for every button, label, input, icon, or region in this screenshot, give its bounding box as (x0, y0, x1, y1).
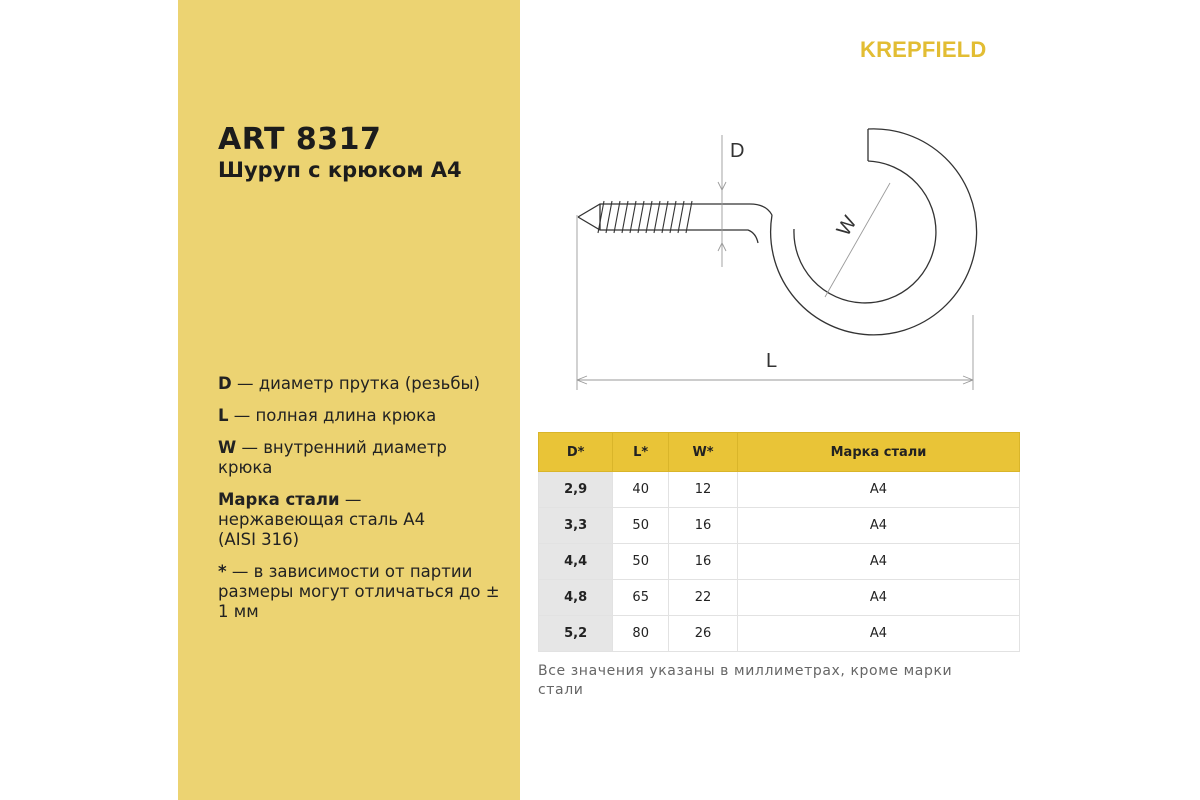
legend-item-w: W — внутренний диаметр крюка (218, 438, 447, 477)
thread-lines (598, 201, 692, 233)
table-header-row (539, 433, 1020, 472)
dimension-legend (218, 374, 518, 634)
legend-item-d: D — диаметр прутка (резьбы) (218, 374, 481, 393)
table-row: 3,3 50 16 A4 (539, 508, 1020, 544)
header-d: D* (539, 433, 613, 472)
units-note: Все значения указаны в миллиметрах, кроме марки стали (538, 663, 953, 698)
table-row: 2,9 40 12 A4 (539, 472, 1020, 508)
table-row: 5,2 80 26 A4 (539, 616, 1020, 652)
header-l: L* (613, 433, 669, 472)
thread-outline (578, 204, 695, 230)
shank-top (695, 204, 772, 215)
product-name: Шуруп с крюком А4 (218, 158, 462, 182)
hook-outer (771, 129, 977, 335)
shank-bottom (695, 230, 758, 243)
header-steel-grade: Марка стали (738, 433, 1020, 472)
hook-inner (794, 161, 936, 303)
legend-item-tolerance: * — в зависимости от партии размеры могут отличаться до ± 1 мм (218, 562, 500, 621)
legend-item-steel-grade: Марка стали — нержавеющая сталь А4 (AISI 316) (218, 490, 426, 549)
dimension-label-w: W (832, 212, 862, 241)
dimensions-table (538, 432, 1020, 652)
table-row: 4,4 50 16 A4 (539, 544, 1020, 580)
dimension-label-l: L (766, 350, 778, 372)
legend-item-l: L — полная длина крюка (218, 406, 437, 425)
header-w: W* (669, 433, 738, 472)
dimension-label-d: D (730, 140, 745, 162)
table-row: 4,8 65 22 A4 (539, 580, 1020, 616)
hook-screw-drawing (560, 115, 1000, 405)
brand-logo: KREPFIELD (860, 37, 987, 62)
article-number: ART 8317 (218, 122, 382, 157)
